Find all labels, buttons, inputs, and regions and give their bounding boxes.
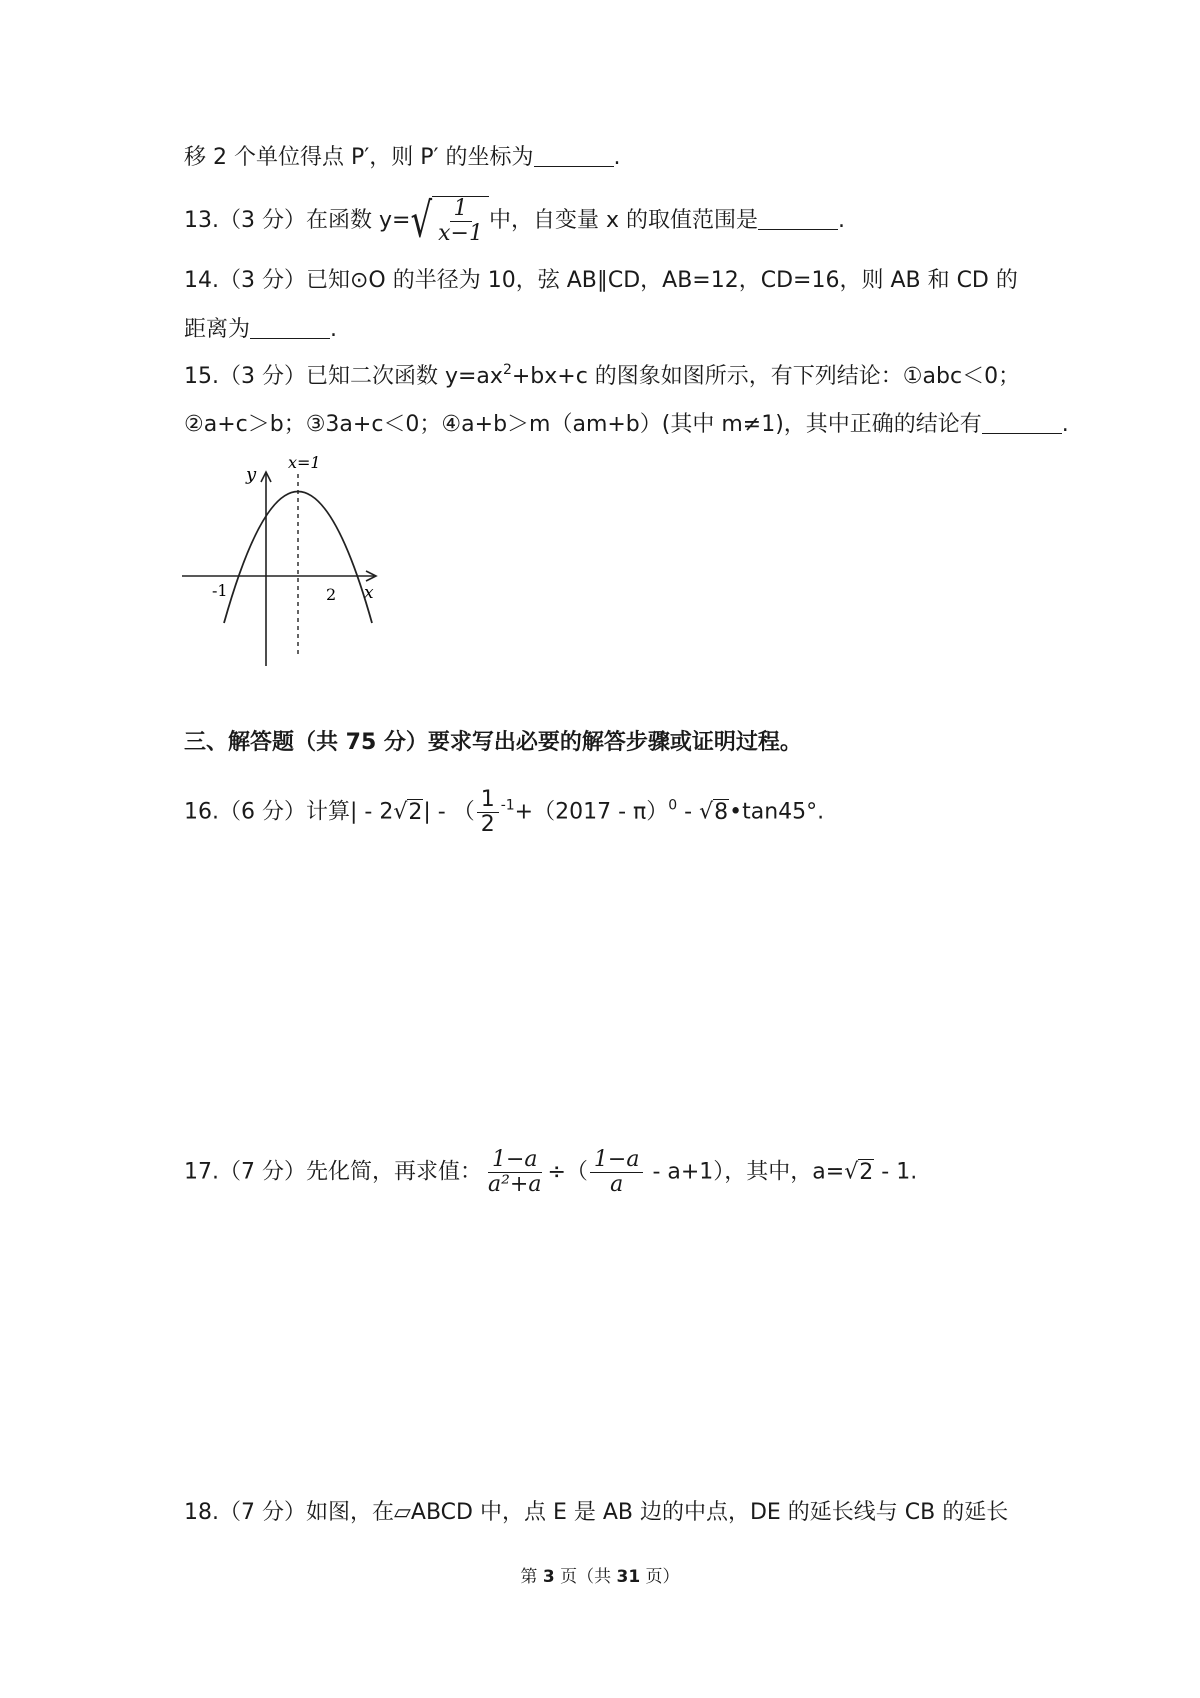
exponent: 0	[668, 797, 678, 814]
page-number: 3	[542, 1567, 555, 1587]
tick-label-2: 2	[326, 585, 337, 604]
parabola-graph	[180, 448, 390, 668]
fraction-denominator: a²+a	[487, 1172, 542, 1197]
question-17-tail: - 1.	[874, 1159, 918, 1185]
question-12-text: 移 2 个单位得点 P′，则 P′ 的坐标为	[184, 145, 534, 170]
question-16-prefix: 16.（6 分）计算	[184, 799, 350, 825]
minus: -	[677, 799, 700, 825]
question-15-text-a: 15.（3 分）已知二次函数 y=ax	[184, 364, 503, 389]
period: .	[837, 208, 845, 233]
fraction-numerator: 1	[450, 197, 472, 222]
radicand: 2	[859, 1159, 874, 1185]
question-16-mid: +（2017 - π）	[514, 799, 669, 825]
question-15-text-b: +bx+c 的图象如图所示，有下列结论：①abc＜0；	[511, 364, 1021, 389]
question-17	[184, 1148, 917, 1197]
answer-blank	[534, 144, 614, 167]
answer-blank	[758, 207, 838, 230]
fraction-denominator: x−1	[438, 221, 483, 246]
section-3-title: 三、解答题（共 75 分）要求写出必要的解答步骤或证明过程。	[184, 730, 802, 755]
abs-close: | - （	[423, 799, 475, 825]
question-13-suffix: 中，自变量 x 的取值范围是	[488, 208, 758, 233]
question-15-line2	[184, 410, 1069, 440]
superscript: 2	[502, 362, 512, 378]
question-16	[184, 788, 824, 837]
sqrt-8: √8	[699, 799, 729, 825]
question-18: 18.（7 分）如图，在▱ABCD 中，点 E 是 AB 边的中点，DE 的延长线与 CB 的延长	[184, 1500, 1009, 1525]
page-footer	[0, 1562, 1200, 1587]
sqrt-2: √2	[393, 799, 423, 825]
answer-blank	[250, 316, 330, 339]
question-15-text-c: ②a+c＞b；③3a+c＜0；④a+b＞m（am+b）(其中 m≠1)，其中正确的结论有	[184, 412, 982, 437]
fraction-denominator: a	[610, 1172, 624, 1197]
footer-pre: 第	[520, 1567, 543, 1587]
fraction-numerator: 1−a	[488, 1148, 542, 1173]
tick-label-neg1: -1	[212, 581, 228, 600]
question-17-mid: - a+1），其中，a=	[645, 1159, 845, 1185]
fraction-2	[590, 1148, 644, 1197]
question-12-continuation	[184, 143, 621, 173]
radicand: 8	[714, 799, 729, 825]
footer-mid: 页（共	[554, 1567, 617, 1587]
symmetry-label: x=1	[288, 453, 321, 472]
x-axis-label: x	[364, 583, 374, 603]
question-14-text: 距离为	[184, 317, 251, 342]
sqrt-2: √2	[844, 1159, 874, 1185]
question-17-prefix: 17.（7 分）先化简，再求值：	[184, 1159, 482, 1185]
question-16-tail: •tan45°.	[729, 799, 825, 825]
period: .	[1061, 412, 1069, 437]
divide-sign: ÷（	[547, 1159, 588, 1185]
fraction-1	[484, 1148, 546, 1197]
sqrt-expression: √ $\frac{1}{x-1}$	[410, 196, 489, 246]
page-total: 31	[616, 1567, 641, 1587]
fraction	[434, 197, 487, 246]
fraction-half	[477, 788, 499, 837]
fraction-numerator: 1	[477, 788, 499, 813]
question-13-prefix: 13.（3 分）在函数 y=	[184, 208, 411, 233]
question-15-line1	[184, 362, 1020, 392]
footer-post: 页）	[640, 1567, 680, 1587]
period: .	[330, 317, 338, 342]
fraction-denominator: 2	[480, 812, 495, 837]
answer-blank	[982, 411, 1062, 434]
question-14-line2	[184, 315, 337, 345]
exponent: -1	[500, 797, 515, 814]
radicand: 2	[408, 799, 423, 825]
y-axis-label: y	[246, 464, 257, 485]
question-14-line1: 14.（3 分）已知⊙O 的半径为 10，弦 AB∥CD，AB=12，CD=16，则 AB 和 CD 的	[184, 268, 1018, 293]
fraction-numerator: 1−a	[590, 1148, 644, 1173]
question-13	[184, 193, 845, 249]
abs-open: | - 2	[349, 799, 394, 825]
period: .	[613, 145, 621, 170]
